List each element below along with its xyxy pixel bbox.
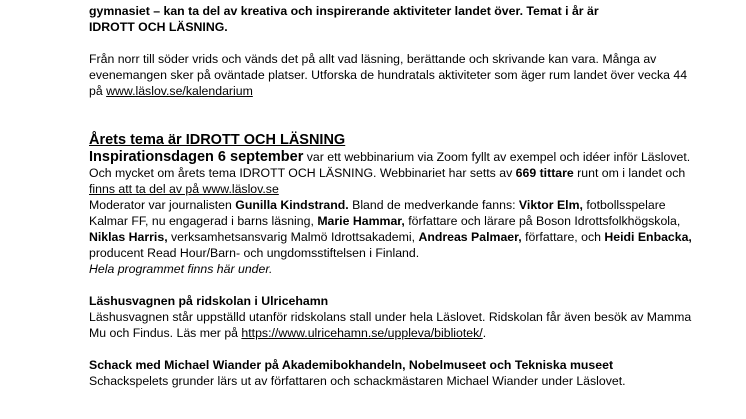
spacer [89,35,699,51]
horse-after-link: . [482,326,487,340]
chess-heading: Schack med Michael Wiander på Akademibokhandeln, Nobelmuseet och Tekniska museet [89,358,614,372]
program-note: Hela programmet finns här under. [89,262,273,276]
participant-desc: författare, och [521,230,605,244]
participant-desc: producent Read Hour/Barn- och ungdomsstiftelsen i Finland. [89,246,420,260]
spacer [89,99,699,131]
moderator-name: Gunilla Kindstrand. [235,198,349,212]
moderator-label: Moderator var journalisten [89,198,236,212]
viewer-count: 669 tittare [515,166,574,180]
spacer [89,277,699,293]
participants-intro: Bland de medverkande fanns: [348,198,519,212]
document-body [89,3,699,389]
ulricehamn-link[interactable]: https://www.ulricehamn.se/uppleva/bibliotek/ [241,326,483,340]
horse-paragraph [89,293,699,341]
intro-paragraph [89,3,699,35]
webinar-link[interactable]: finns att ta del av på www.läslov.se [89,182,279,196]
participant-name: Andreas Palmaer, [418,230,522,244]
inspiration-text-1: var ett webbinarium via Zoom fyllt av exempel och idéer inför Läslovet. Och mycket om årets tema IDROTT OCH LÄSNING. Webbinariet har setts av [89,150,691,180]
theme-heading: Årets tema är IDROTT OCH LÄSNING [89,132,346,148]
participant-desc: verksamhetsansvarig Malmö Idrottsakademi, [167,230,419,244]
participant-name: Marie Hammar, [317,214,405,228]
participant-desc: författare och lärare på Boson Idrottsfolkhögskola, [404,214,681,228]
chess-paragraph [89,357,699,389]
participant-name: Viktor Elm, [518,198,583,212]
chess-text: Schackspelets grunder lärs ut av författaren och schackmästaren Michael Wiander under Läslovet. [89,374,626,388]
intro-line-1: gymnasiet – kan ta del av kreativa och inspirerande aktiviteter landet över. Temat i år är [89,4,599,18]
participant-name: Heidi Enbacka, [604,230,692,244]
participant-name: Niklas Harris, [89,230,168,244]
activities-text: Från norr till söder vrids och vänds det på allt vad läsning, berättande och skrivande kan vara. Många av evenemangen sker på oväntade platser. Utforska de hundratals aktiviteter som äger rum landet över vecka 44 på [89,52,688,98]
activities-paragraph [89,51,699,99]
horse-text: Läshusvagnen står uppställd utanför ridskolans stall under hela Läslovet. Ridskolan får även besök av Mamma Mu och Findus. Läs mer på [89,310,692,340]
inspiration-paragraph [89,149,699,277]
inspiration-text-2: runt om i landet och [573,166,686,180]
spacer [89,341,699,357]
calendar-link[interactable]: www.läslov.se/kalendarium [106,84,253,98]
intro-line-2: IDROTT OCH LÄSNING. [89,20,228,34]
participant-desc: fotbollsspelare Kalmar FF, nu engagerad i barns läsning, [89,198,666,228]
inspiration-title: Inspirationsdagen 6 september [89,149,304,165]
horse-heading: Läshusvagnen på ridskolan i Ulricehamn [89,294,329,308]
